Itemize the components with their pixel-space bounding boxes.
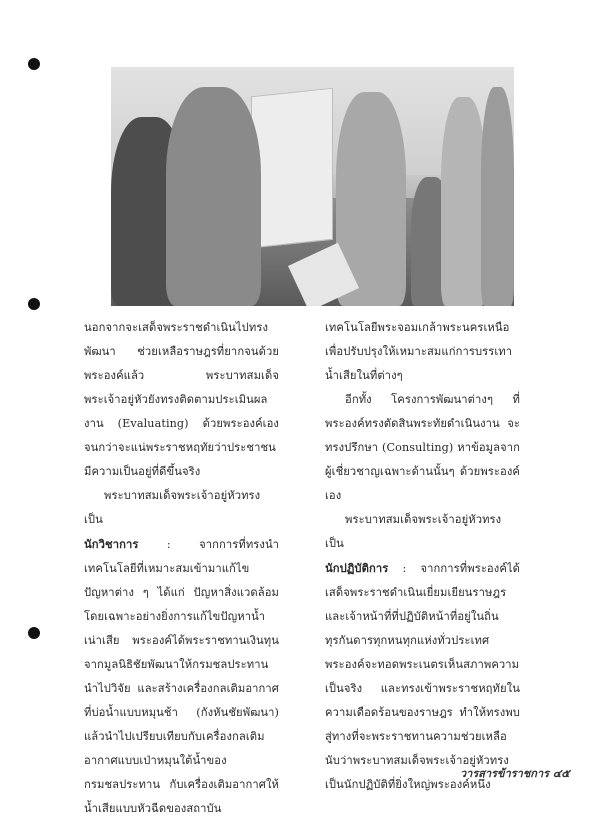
binder-hole-middle bbox=[28, 298, 40, 310]
binder-hole-bottom bbox=[28, 627, 40, 639]
right-p2-text: อีกทั้ง โครงการพัฒนาต่างๆ ที่พระองค์ทรงตัดสินพระทัยดำเนินงาน จะทรงปรึกษา (Consulting) หาข้อมูลจากผู้เชี่ยวชาญเฉพาะด้านนั้นๆ ด้วยพระองค์เอง bbox=[325, 393, 520, 502]
left-p2-lead: พระบาทสมเด็จพระเจ้าอยู่หัวทรงเป็น bbox=[84, 489, 261, 526]
right-paragraph-2 bbox=[325, 388, 520, 508]
photo-person bbox=[441, 97, 486, 306]
left-p2-title: นักวิชาการ bbox=[84, 537, 139, 551]
binder-hole-top bbox=[28, 58, 40, 70]
photo-map-board bbox=[251, 88, 333, 249]
left-paragraph-2 bbox=[84, 484, 279, 821]
left-paragraph-1 bbox=[84, 316, 279, 484]
right-p1-text: เทคโนโลยีพระจอมเกล้าพระนครเหนือ เพื่อปรับปรุงให้เหมาะสมแก่การบรรเทาน้ำเสียในที่ต่างๆ bbox=[325, 321, 513, 382]
right-p3-title: นักปฏิบัติการ bbox=[325, 561, 389, 575]
left-p2-rest: : จากการที่ทรงนำเทคโนโลยีที่เหมาะสมเข้ามาแก้ไขปัญหาต่าง ๆ ได้แก่ ปัญหาสิ่งแวดล้อม โดยเฉพาะอย่างยิ่งการแก้ไขปัญหาน้ำเน่าเสีย พระองค์ได้พระราชทานเงินทุนจากมูลนิธิชัยพัฒนาให้กรมชลประทานนำไปวิจัย และสร้างเครื่องกลเติมอากาศที่บ่อน้ำแบบหมุนช้า (กังหันชัยพัฒนา) แล้วนำไปเปรียบเทียบกับเครื่องกลเติมอากาศแบบเป่าหมุนใต้น้ำของกรมชลประทาน กับเครื่องเติมอากาศให้น้ำเสียแบบหัวฉีดของสถาบัน bbox=[84, 538, 279, 815]
photo-person bbox=[481, 87, 514, 306]
right-p3-lead: พระบาทสมเด็จพระเจ้าอยู่หัวทรงเป็น bbox=[325, 513, 502, 550]
left-p1-text: นอกจากจะเสด็จพระราชดำเนินไปทรงพัฒนา ช่วยเหลือราษฎรที่ยากจนด้วยพระองค์แล้ว พระบาทสมเด็จพระเจ้าอยู่หัวยังทรงติดตามประเมินผลงาน (Evaluating) ด้วยพระองค์เองจนกว่าจะแน่พระราชหฤทัยว่าประชาชนมีความเป็นอยู่ที่ดีขึ้นจริง bbox=[84, 321, 279, 478]
right-p3-rest: : จากการที่พระองค์ได้เสด็จพระราชดำเนินเยี่ยมเยียนราษฎรและเจ้าหน้าที่ที่ปฏิบัติหน้าที่อยู่ในถิ่นทุรกันดารทุกหนทุกแห่งทั่วประเทศ พระองค์จะทอดพระเนตรเห็นสภาพความเป็นจริง และทรงเข้าพระราชหฤทัยในความเดือดร้อนของราษฎร ทำให้ทรงพบสู่ทางที่จะพระราชทานความช่วยเหลือนับว่าพระบาทสมเด็จพระเจ้าอยู่หัวทรงเป็นนักปฏิบัติที่ยิ่งใหญ่พระองค์หนึ่ง bbox=[325, 562, 520, 791]
page-footer: วารสารข้าราชการ ๔๕ bbox=[460, 767, 570, 780]
photo bbox=[111, 67, 514, 306]
right-paragraph-1 bbox=[325, 316, 520, 388]
right-column bbox=[325, 316, 520, 797]
right-paragraph-3 bbox=[325, 508, 520, 797]
photo-person bbox=[166, 87, 261, 306]
left-column bbox=[84, 316, 279, 821]
